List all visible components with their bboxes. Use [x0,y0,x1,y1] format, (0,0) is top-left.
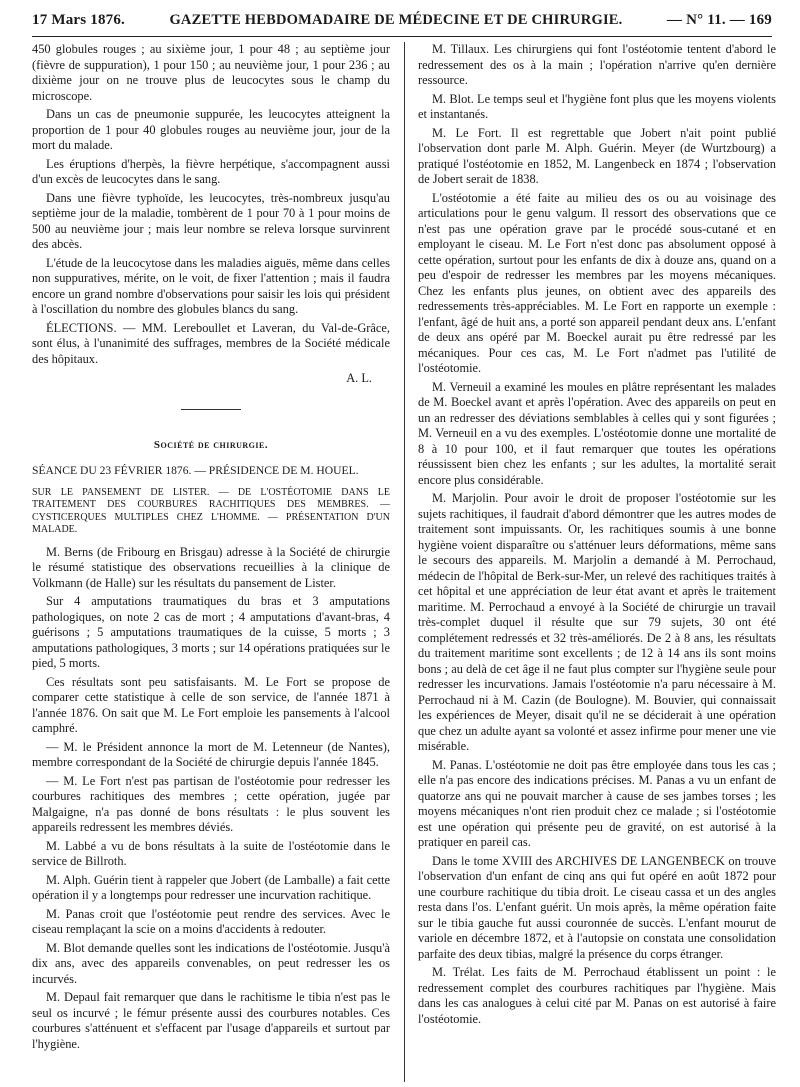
section-separator [181,409,241,410]
paragraph: Les éruptions d'herpès, la fièvre herpétique, s'accompagnent aussi d'un excès de leucocytes dans le sang. [32,156,390,186]
paragraph: Dans une fièvre typhoïde, les leucocytes, très-nombreux jusqu'au septième jour de la maladie, tombèrent de 1 pour 70 à 1 pour moins de 500 au neuvième jour ; mais leur nombre se releva lorsque survinrent des abcès. [32,190,390,251]
elections-label: ÉLECTIONS. [46,320,117,335]
issue-number: — N° 11. — 169 [666,11,772,28]
left-column [32,42,390,1055]
paragraph: M. Labbé a vu de bons résultats à la suite de l'ostéotomie dans le service de Billroth. [32,838,390,868]
paragraph: Dans le tome XVIII des ARCHIVES DE LANGENBECK on trouve l'observation d'un enfant de cinq ans qui fut opéré en août 1872 pour une courbure rachitique du tibia droit. Le ciseau cassa et un des angles resta dans l'os. L'enfant guérit. Un mois après, la même opération faite sur le tibia gauche fut aussi couronnée de succès. L'enfant mourut de variole en décembre 1872, et à l'autopsie on constata une consolidation parfaite des deux tibias, malgré la présence du corps étranger. [418,853,776,961]
paragraph: M. Alph. Guérin tient à rappeler que Jobert (de Lamballe) a fait cette opération il y a longtemps pour redresser une incurvation rachitique. [32,872,390,902]
paragraph: M. Panas. L'ostéotomie ne doit pas être employée dans tous les cas ; elle n'a pas encore des indications précises. M. Panas a vu un enfant de quatorze ans qui ne pouvait marcher à cause de ses jambes torses ; les moyens mécaniques n'ont rien produit chez ce malade ; si l'ostéotomie est une opération qui présente peu de gravité, on est autorisé à la pratiquer en pareil cas. [418,757,776,849]
header-rule [32,36,772,37]
paragraph: L'étude de la leucocytose dans les maladies aiguës, même dans celles non suppuratives, mérite, on le voit, de fixer l'attention ; mais il faudra encore un grand nombre d'observations pour saisir les lois qui président à l'oscillation du nombre des globules blancs du sang. [32,255,390,316]
paragraph: — M. le Président annonce la mort de M. Letenneur (de Nantes), membre correspondant de la Société de chirurgie depuis l'année 1845. [32,739,390,769]
paragraph: M. Trélat. Les faits de M. Perrochaud établissent un point : le redressement complet des courbures rachitiques par l'hygiène. Mais dans les cas analogues à celui cité par M. Panas on est autorisé à faire l'ostéotomie. [418,965,776,1026]
paragraph: M. Verneuil a examiné les moules en plâtre représentant les malades de M. Boeckel avant et après l'opération. Avec des appareils on peut en un an redresser des déviations semblables à celles qui y sont figurées ; M. Verneuil en a vu des exemples. L'ostéotomie donne une mortalité de 8 à 10 pour 100, et il faut remarquer que toutes les opérations réussissent bien chez les enfants ; sur les adultes, la mortalité serait encore plus considérable. [418,379,776,487]
paragraph: M. Le Fort. Il est regrettable que Jobert n'ait point publié l'observation dont parle M. Alph. Guérin. Meyer (de Wurtzbourg) a pratiqué l'ostéotomie en 1852, M. Langenbeck en 1874 ; l'observation de Jobert serait de 1838. [418,125,776,186]
paragraph: M. Panas croit que l'ostéotomie peut rendre des services. Avec le ciseau remplaçant la scie on a moins d'accidents à redouter. [32,906,390,936]
society-title: Société de chirurgie. [153,438,269,451]
paragraph: L'ostéotomie a été faite au milieu des os ou au voisinage des articulations pour le genu valgum. Il ressort des observations que ce n'est pas une opération grave par le procédé sous-cutané et en employant le ciseau. M. Le Fort n'est donc pas absolument opposé à cette opération, surtout pour les enfants de dix à douze ans, quand on a peu d'espoir de redresser les membres par les moyens mécaniques. Chez les enfants plus jeunes, on obtient avec des appareils des redressements très-appréciables. M. Le Fort en rapporte un exemple : l'enfant, âgé de huit ans, a porté son appareil pendant deux ans. L'enfant de deux ans opéré par M. Boeckel aurait pu être redressé par les mécaniques. Pour ces cas, M. Le Fort n'admet pas l'utilité de l'ostéotomie. [418,190,776,375]
journal-title: GAZETTE HEBDOMADAIRE DE MÉDECINE ET DE CHIRURGIE. [169,11,623,28]
seance-line: SÉANCE DU 23 FÉVRIER 1876. — PRÉSIDENCE DE M. HOUEL. [32,464,359,477]
paragraph: M. Blot. Le temps seul et l'hygiène font plus que les moyens violents et instantanés. [418,91,776,121]
paragraph: M. Marjolin. Pour avoir le droit de proposer l'ostéotomie sur les sujets rachitiques, il faudrait d'abord démontrer que les autres modes de traitement sont impuissants. Or, les rachitiques soumis à une bonne hygiène voient disparaître ou s'atténuer leurs déformations, même sans le secours des appareils. M. Marjolin a demandé à M. Perrochaud, médecin de l'hôpital de Berk-sur-Mer, un relevé des rachitiques traités à cet hôpital et une appréciation de leur état avant et après le traitement maritime. M. Perrochaud a envoyé à la Société de chirurgie un travail très-complet duquel il résulte que sur 79 sujets, 30 ont été complétement redressés et 32 très-améliorés. De 2 à 8 ans, les résultats du traitement maritime sont excellents ; de 12 à 14 ans ils sont moins bons ; au delà de cet âge il ne faut plus compter sur l'hygiène seule pour redresser les incurvations. Jamais l'ostéotomie n'a paru nécessaire à M. Perrochaud ni à M. Cazin (de Boulogne). M. Bouvier, qui connaissait les expériences de Meyer, disait qu'il ne se déciderait à une opération que chez un adulte ayant sa volonté et assez infirme pour mener une vie misérable. [418,491,776,753]
paragraph: 450 globules rouges ; au sixième jour, 1 pour 48 ; au septième jour (fièvre de suppuration), 1 pour 150 ; au neuvième jour, 1 pour 236 ; au dixième jour on ne trouve plus de leucocytes sous le champ du microscope. [32,42,390,103]
paragraph: Ces résultats sont peu satisfaisants. M. Le Fort se propose de comparer cette statistique à celle de son service, de l'année 1871 à l'année 1876. On sait que M. Le Fort emploie les pansements à l'alcool camphré. [32,674,390,735]
elections-text: — MM. Lereboullet et Laveran, du Val-de-Grâce, sont élus, à l'unanimité des suffrages, membres de la Société médicale des hôpitaux. [32,320,390,366]
issue-date: 17 Mars 1876. [32,11,126,28]
paragraph: M. Berns (de Fribourg en Brisgau) adresse à la Société de chirurgie le résumé statistique des observations recueillies à la clinique de Volkmann (de Halle) sur les résultats du pansement de Lister. [32,544,390,590]
elections-paragraph [32,321,390,368]
paragraph: M. Depaul fait remarquer que dans le rachitisme le tibia n'est pas le seul os incurvé ; le fémur présente aussi des courbures notables. Ces courbures s'atténuent et s'effacent par l'usage d'appareils et surtout par l'hygiène. [32,990,390,1051]
session-summary: SUR LE PANSEMENT DE LISTER. — DE L'OSTÉOTOMIE DANS LE TRAITEMENT DES COURBURES RACHITIQUES DES MEMBRES. — CYSTICERQUES MULTIPLES CHEZ L'HOMME. — PRÉSENTATION D'UN MALADE. [32,486,390,535]
paragraph: Sur 4 amputations traumatiques du bras et 3 amputations pathologiques, on note 2 cas de mort ; 4 amputations d'avant-bras, 4 guérisons ; 5 amputations traumatiques de la cuisse, 5 morts ; 3 amputations pathologiques, 3 morts ; sur 14 opérations pratiquées sur le pied, 5 morts. [32,594,390,670]
paragraph: M. Tillaux. Les chirurgiens qui font l'ostéotomie tentent d'abord le redressement des os à la main ; l'opération n'arrive qu'en dernière ressource. [418,42,776,87]
newspaper-page [32,0,776,1087]
signature: A. L. [346,371,372,385]
paragraph: — M. Le Fort n'est pas partisan de l'ostéotomie pour redresser les courbures rachitiques des membres ; cette opération, jugée par Malgaigne, n'a pas donné de bons résultats : le plus souvent les appareils redressent les membres déviés. [32,773,390,834]
right-column [418,42,776,1030]
column-divider [404,42,405,1082]
page-header [32,8,772,32]
paragraph: Dans un cas de pneumonie suppurée, les leucocytes atteignent la proportion de 1 pour 40 globules rouges au neuvième jour, jour de la mort du malade. [32,107,390,152]
paragraph: M. Blot demande quelles sont les indications de l'ostéotomie. Jusqu'à dix ans, avec des appareils convenables, on peut redresser les os incurvés. [32,940,390,986]
